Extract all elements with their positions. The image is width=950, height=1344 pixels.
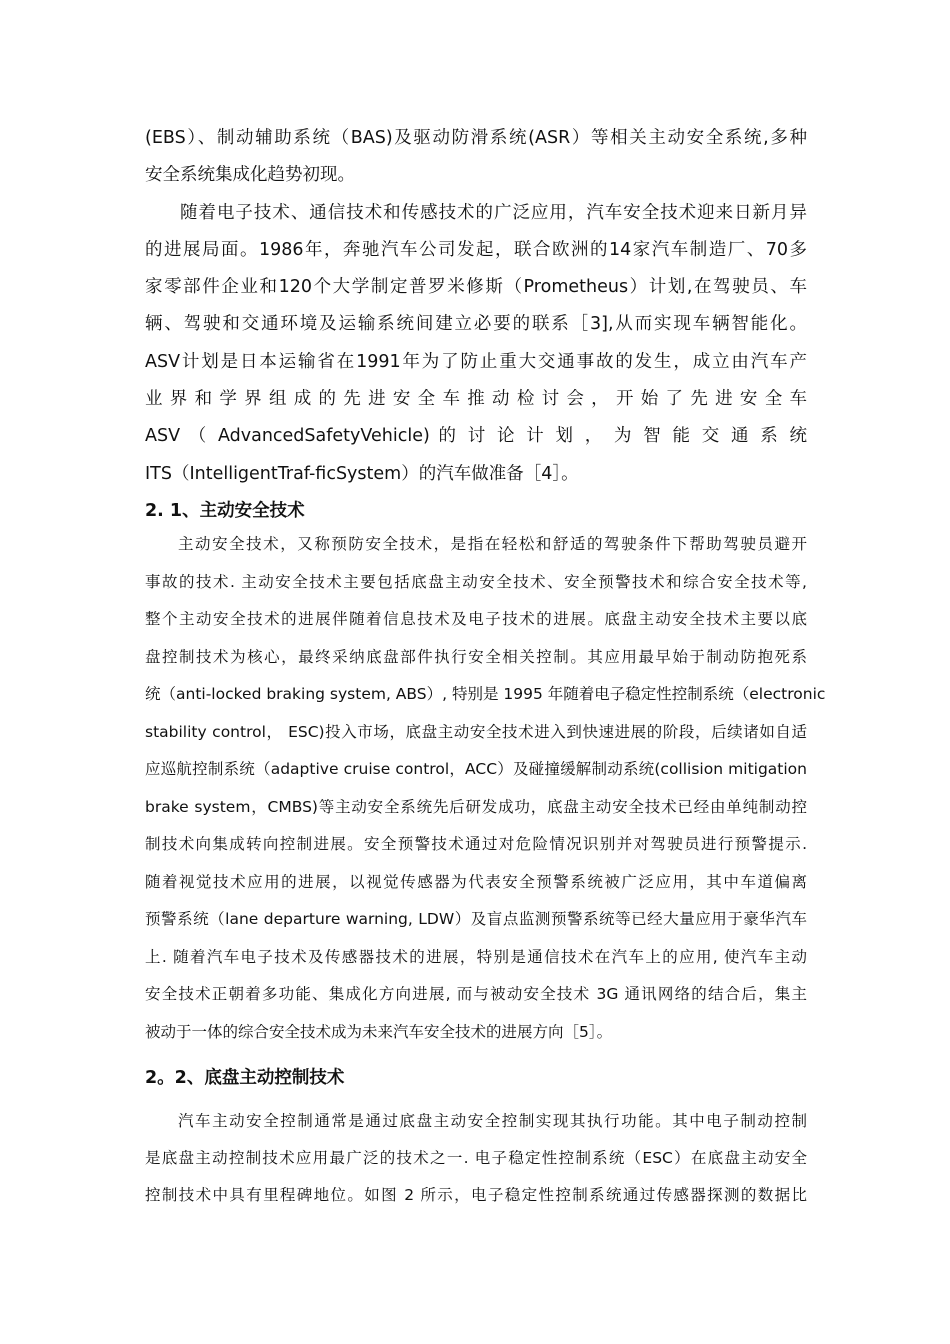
- text-line: 是底盘主动控制技术应用最广泛的技术之一. 电子稳定性控制系统（ESC）在底盘主动安全: [145, 1149, 807, 1167]
- text-line: 预警系统（lane departure warning, LDW）及盲点监测预警系统等已经大量应用于豪华汽车: [145, 910, 807, 928]
- text-line: brake system，CMBS)等主动安全系统先后研发成功，底盘主动安全技术已经由单纯制动控: [145, 797, 807, 816]
- text-line: 盘控制技术为核心，最终采纳底盘部件执行安全相关控制。其应用最早始于制动防抱死系: [145, 647, 807, 666]
- text-line: 安全技术正朝着多功能、集成化方向进展, 而与被动安全技术 3G 通讯网络的结合后，集主: [145, 985, 807, 1003]
- paragraph-history: [145, 195, 807, 493]
- text-line: 上. 随着汽车电子技术及传感器技术的进展，特别是通信技术在汽车上的应用, 使汽车主动: [145, 947, 807, 966]
- active-safety-section: [145, 526, 826, 1051]
- text-line: 随着电子技术、通信技术和传感技术的广泛应用，汽车安全技术迎来日新月异: [180, 202, 807, 223]
- text-line: 随着视觉技术应用的进展，以视觉传感器为代表安全预警系统被广泛应用，其中车道偏离: [145, 872, 807, 891]
- paragraph-active-safety: [145, 526, 826, 1051]
- text-line: ASV （ AdvancedSafetyVehicle) 的 讨 论 计 划 ， 为 智 能 交 通 系 统: [145, 426, 807, 447]
- text-line: (EBS）、制动辅助系统（BAS)及驱动防滑系统(ASR）等相关主动安全系统,多种: [145, 128, 807, 148]
- text-line: 控制技术中具有里程碑地位。如图 2 所示，电子稳定性控制系统通过传感器探测的数据比: [145, 1186, 807, 1204]
- text-line: 应巡航控制系统（adaptive cruise control，ACC）及碰撞缓解制动系统(collision mitigation: [145, 760, 807, 778]
- intro-section: [145, 120, 807, 493]
- text-line: 被动于一体的综合安全技术成为未来汽车安全技术的进展方向［5］。: [145, 1022, 613, 1041]
- text-line: 的进展局面。1986年，奔驰汽车公司发起，联合欧洲的14家汽车制造厂、70多: [145, 239, 807, 260]
- text-line: stability control， ESC)投入市场，底盘主动安全技术进入到快速进展的阶段，后续诸如自适: [145, 722, 807, 741]
- text-line: 主动安全技术，又称预防安全技术，是指在轻松和舒适的驾驶条件下帮助驾驶员避开: [178, 535, 807, 553]
- text-line: ITS（IntelligentTraf-ficSystem）的汽车做准备［4］。: [145, 463, 579, 484]
- paragraph-intro: [145, 120, 807, 195]
- text-line: ASV计划是日本运输省在1991年为了防止重大交通事故的发生，成立由汽车产: [145, 351, 807, 372]
- text-line: 辆、驾驶和交通环境及运输系统间建立必要的联系［3],从而实现车辆智能化。: [145, 314, 807, 335]
- chassis-control-section: [145, 1103, 807, 1214]
- text-line: 汽车主动安全控制通常是通过底盘主动安全控制实现其执行功能。其中电子制动控制: [178, 1112, 807, 1130]
- text-line: 统（anti-locked braking system, ABS）, 特别是 1995 年随着电子稳定性控制系统（electronic: [145, 685, 826, 703]
- text-line: 业 界 和 学 界 组 成 的 先 进 安 全 车 推 动 检 讨 会 ， 开 始 了 先 进 安 全 车: [145, 389, 807, 410]
- text-line: 事故的技术. 主动安全技术主要包括底盘主动安全技术、安全预警技术和综合安全技术等,: [145, 572, 807, 591]
- text-line: 家零部件企业和120个大学制定普罗米修斯（Prometheus）计划,在驾驶员、车: [145, 277, 807, 298]
- text-line: 制技术向集成转向控制进展。安全预警技术通过对危险情况识别并对驾驶员进行预警提示.: [145, 835, 807, 853]
- section-heading-chassis-control: 2。2、底盘主动控制技术: [145, 1068, 345, 1088]
- section-heading-active-safety: 2. 1、主动安全技术: [145, 501, 305, 521]
- paragraph-chassis-control: [145, 1103, 807, 1214]
- text-line: 安全系统集成化趋势初现。: [145, 165, 355, 186]
- text-line: 整个主动安全技术的进展伴随着信息技术及电子技术的进展。底盘主动安全技术主要以底: [145, 610, 807, 628]
